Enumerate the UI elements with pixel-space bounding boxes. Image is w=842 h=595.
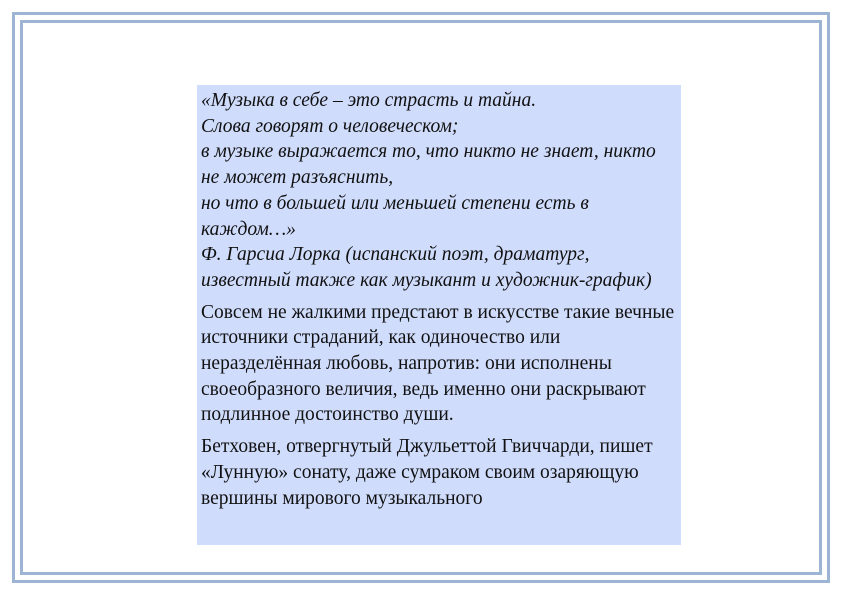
quote-line: но что в большей или меньшей степени есть в каждом…»	[201, 192, 589, 240]
body-paragraph: Совсем не жалкими предстают в искусстве такие вечные источники страданий, как одиночество или неразделённая любовь, напротив: они исполнены своеобразного величия, ведь именно они раскрывают подлинное достоинство души.	[201, 301, 675, 426]
quote	[201, 88, 678, 242]
quote-attribution	[201, 242, 678, 293]
text-block	[197, 85, 681, 545]
quote-line: Слова говорят о человеческом;	[201, 115, 459, 137]
quote-line: «Музыка в себе – это страсть и тайна.	[201, 90, 537, 111]
quote-line: в музыке выражается то, что никто не знает, никто не может разъяснить,	[201, 141, 656, 189]
attribution-text: Ф. Гарсиа Лорка (испанский поэт, драматург, известный также как музыкант и художник-график)	[201, 244, 652, 291]
body-paragraph: Бетховен, отвергнутый Джульеттой Гвиччарди, пишет «Лунную» сонату, даже сумраком своим озаряющую вершины мирового музыкального	[201, 436, 653, 509]
